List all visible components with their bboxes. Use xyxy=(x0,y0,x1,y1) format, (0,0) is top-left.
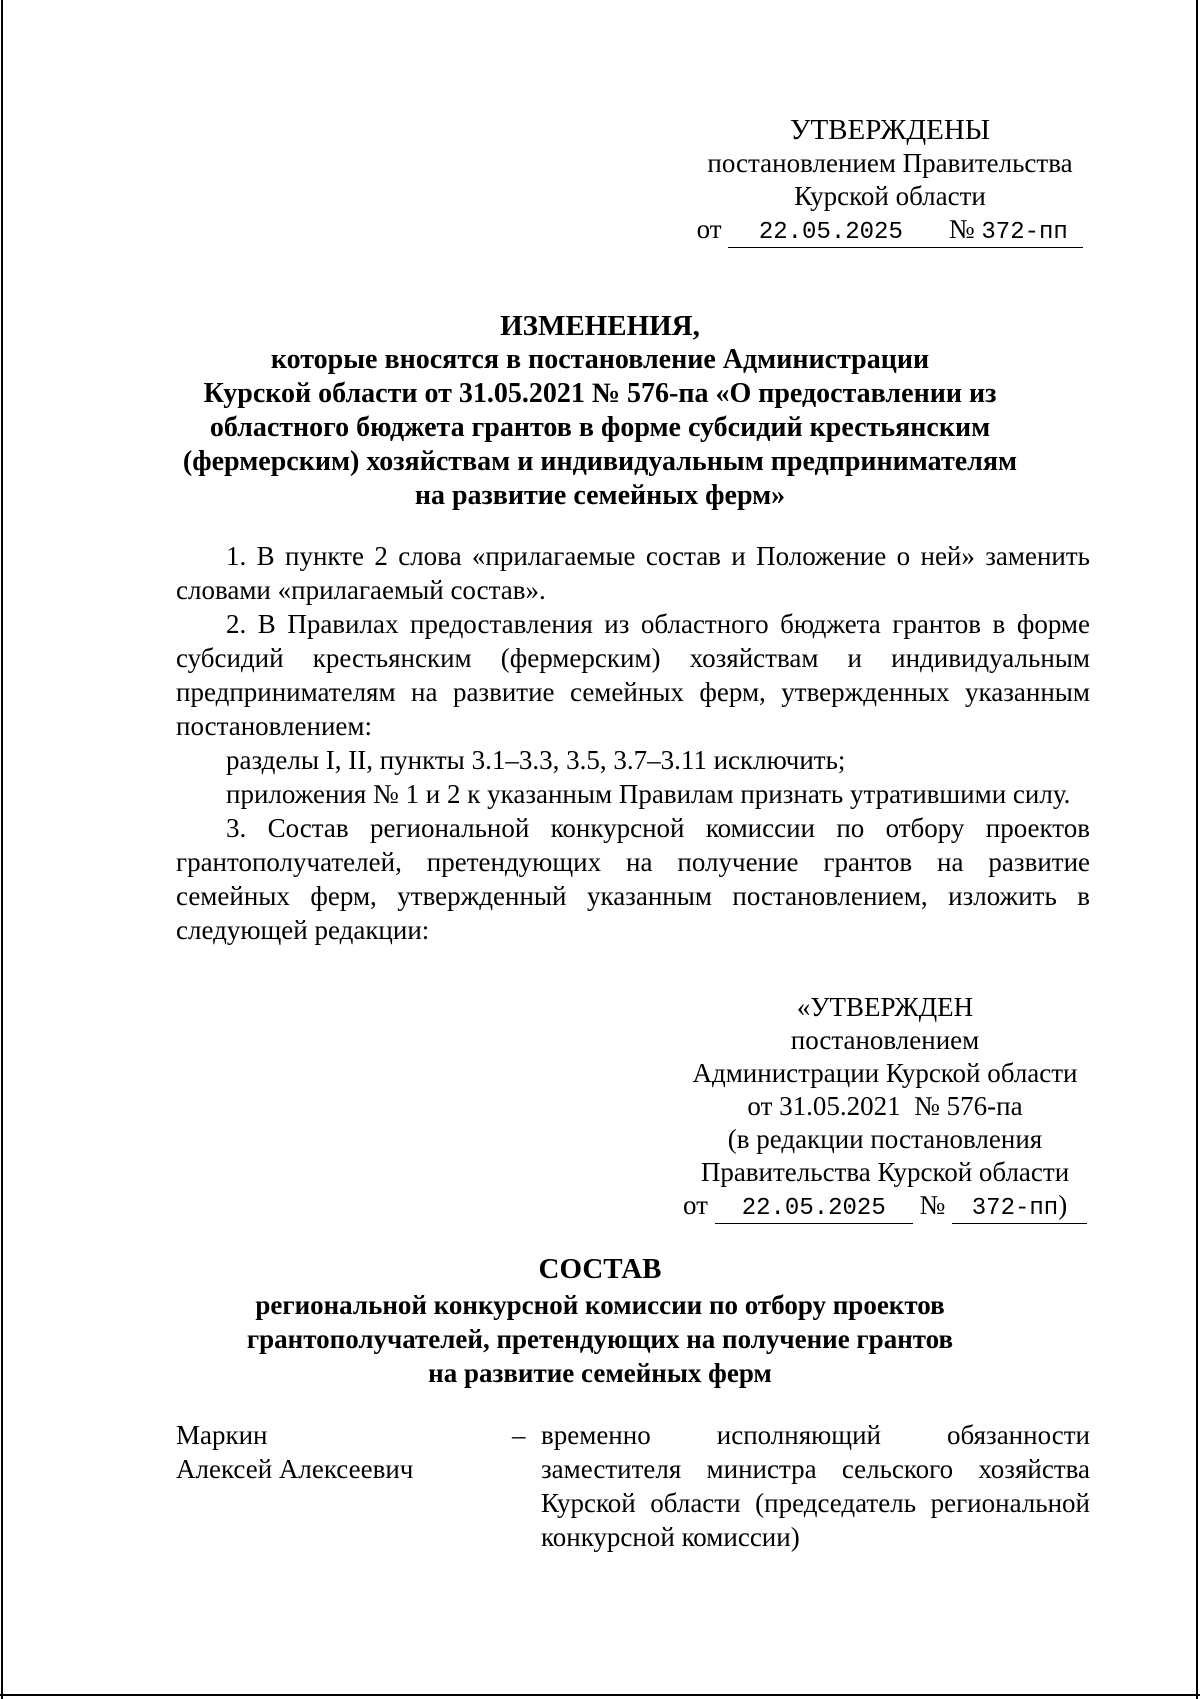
approval-number: 372-пп xyxy=(981,219,1068,246)
member-surname: Маркин xyxy=(176,1420,268,1450)
subtitle-line-1: которые вносятся в постановление Администрации xyxy=(270,344,930,375)
date-prefix: от xyxy=(683,1190,708,1220)
subtitle-line-5: на развитие семейных ферм» xyxy=(414,480,786,511)
date-prefix: от xyxy=(696,214,722,244)
paragraph-2: 2. В Правилах предоставления из областного бюджета грантов в форме субсидий крестьянским (фермерским) хозяйствам и индивидуальным предпринимателям на развитие семейных ферм, утвержденных указанным постановлением: xyxy=(176,609,1090,741)
scan-edge-bottom xyxy=(0,1694,1200,1696)
approval-line-2: Курской области xyxy=(794,181,986,211)
scan-edge-right xyxy=(1196,0,1198,1699)
sostav-subtitle xyxy=(170,1288,1030,1390)
paragraph-2b: приложения № 1 и 2 к указанным Правилам признать утратившими силу. xyxy=(226,779,1071,809)
subtitle-line-4: (фермерским) хозяйствам и индивидуальным предпринимателям xyxy=(182,446,1018,477)
number-prefix: № xyxy=(948,214,975,244)
closing-paren: ) xyxy=(1058,1190,1068,1220)
approval2-line-1: постановлением xyxy=(790,1025,980,1055)
approval-stamp-2 xyxy=(665,991,1105,1224)
approval2-date: 22.05.2025 xyxy=(715,1195,913,1224)
approval2-number: 372-пп xyxy=(971,1195,1059,1222)
member-given-names: Алексей Алексеевич xyxy=(176,1454,414,1484)
paragraph-3: 3. Состав региональной конкурсной комиссии по отбору проектов грантополучателей, претендующих на получение грантов на развитие семейных ферм, утвержденный указанным постановлением, изложить в следующей редакции: xyxy=(176,813,1090,945)
sostav-line-3: на развитие семейных ферм xyxy=(428,1358,772,1388)
document-body xyxy=(176,539,1090,947)
subtitle-line-2: Курской области от 31.05.2021 № 576-па «О предоставлении из xyxy=(203,378,997,409)
approval-number-field xyxy=(933,215,1083,248)
scan-edge-left xyxy=(1,0,3,1699)
approval2-line-5: Правительства Курской области xyxy=(700,1157,1070,1187)
member-role: временно исполняющий обязанности заместителя министра сельского хозяйства Курской области (председатель региональной конкурсной комиссии) xyxy=(541,1420,1090,1552)
member-dash: – xyxy=(512,1420,526,1450)
sostav-line-2: грантополучателей, претендующих на получение грантов xyxy=(246,1324,954,1354)
approval-line-1: постановлением Правительства xyxy=(707,148,1073,178)
approval-date: 22.05.2025 xyxy=(728,219,933,248)
approval-date-line xyxy=(680,213,1100,248)
paragraph-1: 1. В пункте 2 слова «прилагаемые состав и Положение о ней» заменить словами «прилагаемый состав». xyxy=(176,541,1090,605)
sostav-heading: СОСТАВ xyxy=(538,1253,662,1285)
subtitle-line-3: областного бюджета грантов в форме субсидий крестьянским xyxy=(209,412,991,443)
approval2-number-field xyxy=(952,1191,1087,1224)
document-subtitle xyxy=(170,343,1030,513)
approval2-date-line xyxy=(665,1189,1105,1224)
number-prefix: № xyxy=(919,1190,946,1220)
document-title: ИЗМЕНЕНИЯ, xyxy=(500,310,700,342)
paragraph-2a: разделы I, II, пункты 3.1–3.3, 3.5, 3.7–3.11 исключить; xyxy=(226,745,846,775)
approval2-line-2: Администрации Курской области xyxy=(692,1058,1078,1088)
approval-stamp xyxy=(680,114,1100,248)
approval2-line-3: от 31.05.2021 № 576-па xyxy=(747,1091,1023,1121)
member-name xyxy=(176,1418,496,1486)
approval2-heading: «УТВЕРЖДЕН xyxy=(796,992,974,1022)
approval-heading: УТВЕРЖДЕНЫ xyxy=(789,114,991,146)
sostav-line-1: региональной конкурсной комиссии по отбору проектов xyxy=(255,1290,945,1320)
approval2-line-4: (в редакции постановления xyxy=(727,1124,1043,1154)
